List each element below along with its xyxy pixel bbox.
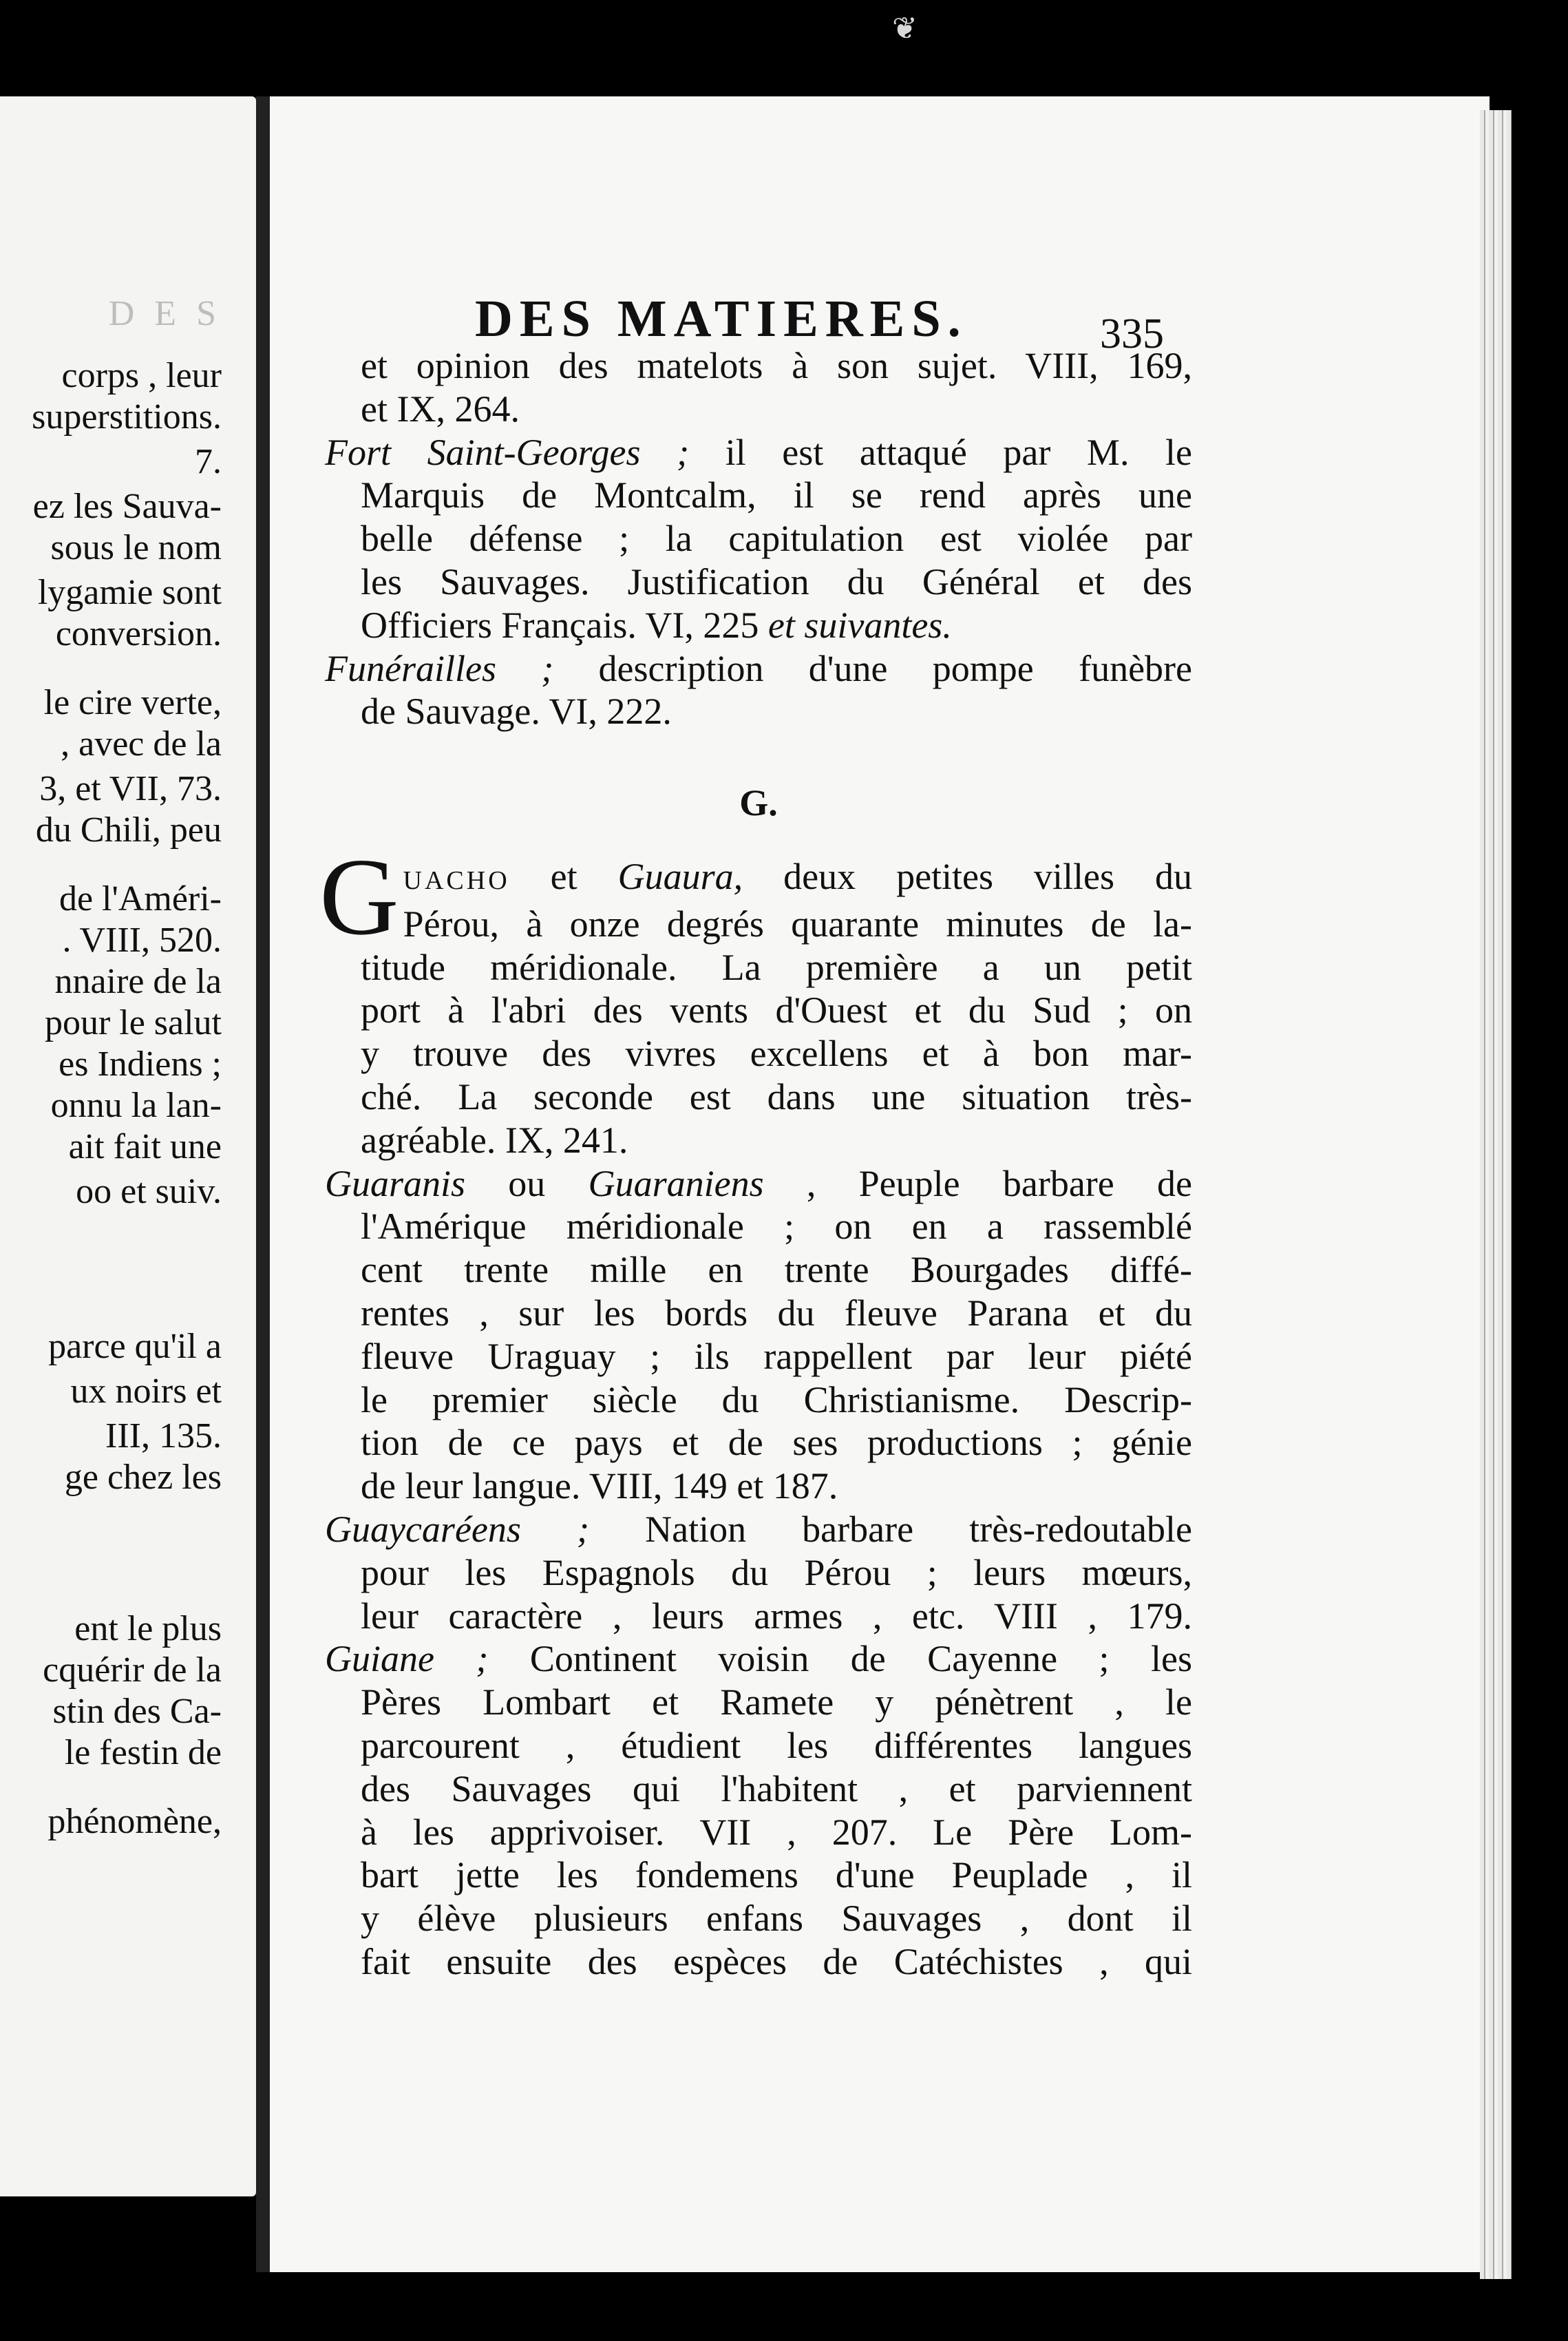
entry-text-line: les Sauvages. Justification du Général et des [361, 560, 1192, 602]
index-entry-funerailles [325, 647, 1192, 691]
entry-headword: Guaura, [617, 855, 743, 897]
left-page-line: conversion. [55, 614, 222, 653]
left-page-line: cquérir de la [43, 1650, 222, 1690]
printer-ornament: ❦ [892, 11, 918, 46]
left-page-line: parce qu'il a [48, 1327, 222, 1366]
entry-text: Continent voisin de Cayenne ; les [488, 1638, 1192, 1680]
left-page-line: ait fait une [68, 1127, 222, 1166]
entry-text-line [325, 855, 1192, 903]
page-number: 335 [1100, 311, 1164, 357]
entry-headword: Fort Saint-Georges ; [325, 431, 690, 473]
left-page-line: le festin de [64, 1733, 222, 1772]
entry-text-line: le premier siècle du Christianisme. Descrip- [361, 1378, 1192, 1420]
left-page-line: ux noirs et [70, 1372, 222, 1411]
entry-text-line: parcourent , étudient les différentes langues [361, 1724, 1192, 1766]
entry-text-line: pour les Espagnols du Pérou ; leurs mœurs, [361, 1551, 1192, 1593]
entry-text-line: port à l'abri des vents d'Ouest et du Sud ; on [361, 989, 1192, 1031]
entry-headword: Guaycaréens ; [325, 1508, 589, 1550]
page-edges [1480, 110, 1512, 2279]
entry-text-line: leur caractère , leurs armes , etc. VIII , 179. [361, 1595, 1192, 1637]
entry-text-line: Pérou, à onze degrés quarante minutes de la- [403, 903, 1192, 945]
entry-text-line: y trouve des vivres excellens et à bon mar- [361, 1033, 1192, 1075]
entry-headword: Funérailles ; [325, 647, 554, 689]
entry-continuation-line: et opinion des matelots à son sujet. VIII, 169, [361, 345, 1192, 386]
entry-text-line [325, 604, 1192, 647]
left-page-line: le cire verte, [43, 683, 222, 722]
left-page-line: ge chez les [64, 1458, 222, 1497]
left-page-line: phénomène, [47, 1802, 222, 1841]
entry-text: description d'une pompe funèbre [553, 647, 1192, 689]
left-page-line: pour le salut [44, 1003, 222, 1042]
entry-text-line: de leur langue. VIII, 149 et 187. [361, 1465, 838, 1507]
entry-text-italic: et suivantes. [767, 604, 952, 646]
left-page-line: 7. [195, 442, 222, 481]
entry-text: ou [465, 1162, 589, 1204]
drop-cap: G [319, 834, 399, 958]
left-page-line: de l'Améri- [59, 879, 222, 918]
entry-text: deux petites villes du [743, 855, 1192, 897]
index-entry-guacho [319, 834, 1192, 1162]
entry-text-line: fait ensuite des espèces de Catéchistes , qui [361, 1940, 1192, 1982]
entry-text-line: titude méridionale. La première a un petit [361, 946, 1192, 988]
entry-text-line: fleuve Uraguay ; ils rappellent par leur piété [361, 1335, 1192, 1377]
index-entry-fort-saint-georges [325, 431, 1192, 474]
entry-text: il est attaqué par M. le [689, 431, 1192, 473]
left-page-line: lygamie sont [37, 573, 222, 612]
index-body [319, 344, 1193, 1984]
entry-text-line: des Sauvages qui l'habitent , et parviennent [361, 1767, 1192, 1809]
entry-text-line: ché. La seconde est dans une situation très- [361, 1075, 1192, 1117]
left-page-line: III, 135. [105, 1416, 222, 1456]
entry-text: Nation barbare très-redoutable [589, 1508, 1192, 1550]
entry-text-line: belle défense ; la capitulation est violée par [361, 518, 1192, 560]
left-page-line: es Indiens ; [59, 1044, 222, 1084]
entry-text-line: agréable. IX, 241. [361, 1119, 628, 1161]
entry-continuation-line: et IX, 264. [361, 388, 520, 430]
entry-text-line: bart jette les fondemens d'une Peuplade , il [361, 1854, 1192, 1896]
entry-headword: UACHO [403, 865, 510, 895]
entry-text-line: y élève plusieurs enfans Sauvages , dont il [361, 1898, 1192, 1940]
left-page-line: nnaire de la [54, 962, 222, 1001]
running-header: DES MATIERES. [475, 290, 968, 348]
entry-text: et [509, 855, 618, 897]
left-page-line: du Chili, peu [35, 810, 222, 850]
entry-text-line: Pères Lombart et Ramete y pénètrent , le [361, 1681, 1192, 1723]
left-page-line: D E S [108, 294, 222, 333]
entry-text: Officiers Français. VI, 225 [361, 604, 768, 646]
left-page-line: , avec de la [61, 724, 222, 764]
index-entry-guaranis [325, 1162, 1192, 1206]
left-page-line: sous le nom [50, 528, 222, 567]
entry-headword: Guaraniens [588, 1162, 764, 1204]
entry-text-line: rentes , sur les bords du fleuve Parana et du [361, 1292, 1192, 1334]
index-entry-guaycareens [325, 1508, 1192, 1551]
left-page-line: ent le plus [74, 1609, 222, 1648]
entry-headword: Guaranis [325, 1162, 466, 1204]
left-page-line: oo et suiv. [76, 1172, 222, 1211]
left-page-line: . VIII, 520. [62, 921, 222, 960]
left-page-line: 3, et VII, 73. [39, 769, 222, 808]
entry-text-line: à les apprivoiser. VII , 207. Le Père Lom- [361, 1811, 1192, 1853]
section-letter: G. [739, 782, 778, 824]
entry-text-line: l'Amérique méridionale ; on en a rassemblé [361, 1206, 1192, 1248]
left-page-line: stin des Ca- [52, 1692, 222, 1731]
entry-text-line: Marquis de Montcalm, il se rend après une [361, 474, 1192, 516]
left-page-line: onnu la lan- [50, 1086, 222, 1125]
entry-text-line: cent trente mille en trente Bourgades diffé- [361, 1249, 1192, 1291]
entry-text-line: tion de ce pays et de ses productions ; génie [361, 1422, 1192, 1464]
index-entry-guiane [325, 1637, 1192, 1681]
left-page-fragment [0, 96, 256, 2196]
left-page-line: corps , leur [61, 356, 222, 395]
entry-text-line: de Sauvage. VI, 222. [361, 691, 672, 733]
entry-headword: Guiane ; [325, 1638, 489, 1680]
left-page-line: ez les Sauva- [32, 487, 222, 526]
left-page-line: superstitions. [32, 397, 222, 437]
entry-text: , Peuple barbare de [763, 1162, 1193, 1204]
